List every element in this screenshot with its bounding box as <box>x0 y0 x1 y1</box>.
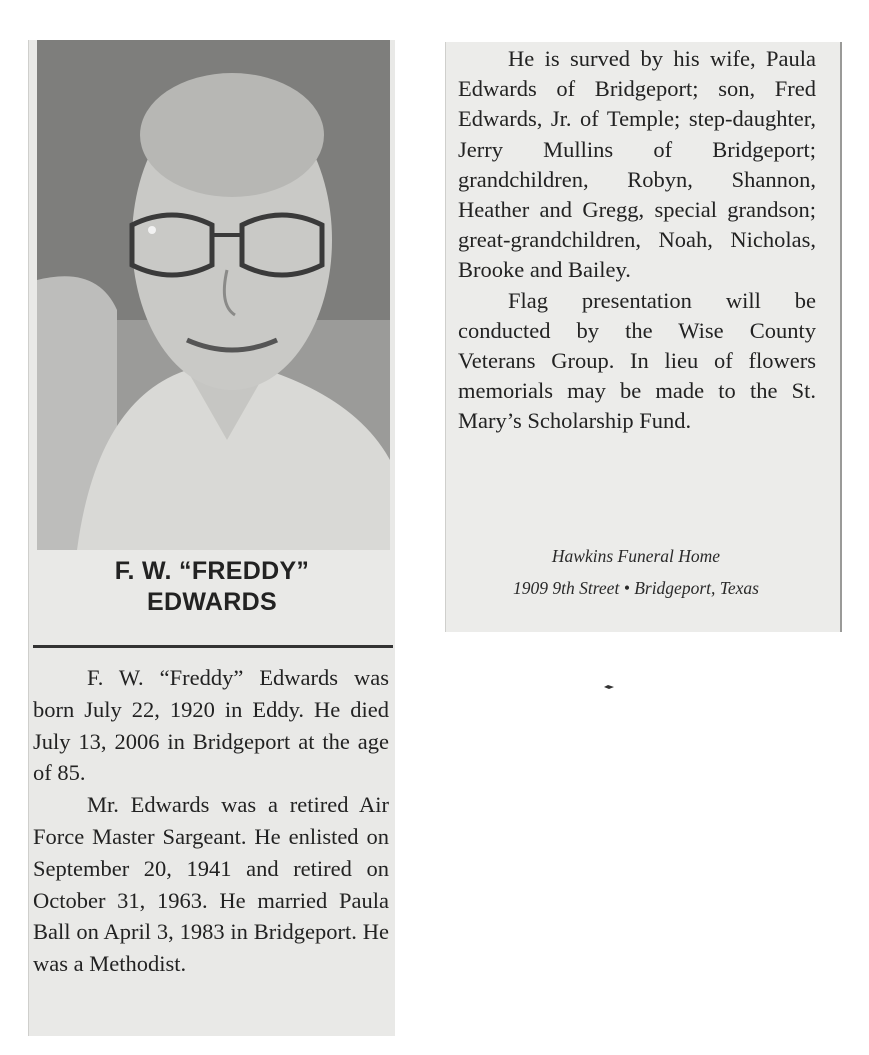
portrait-photo <box>37 40 390 550</box>
bio-paragraph-service: Mr. Edwards was a retired Air Force Master Sargeant. He enlisted on September 20, 1941 and retired on October 31, 1963. He married Paula Ball on April 3, 1983 in Bridgeport. He was a Methodist. <box>33 792 389 977</box>
funeral-home-credit <box>446 540 826 604</box>
name-line-1: F. W. “FREDDY” <box>114 557 310 585</box>
survivors-text <box>458 44 816 437</box>
biography-text <box>33 662 389 980</box>
paper-speck <box>604 684 614 690</box>
survivors-paragraph: He is surved by his wife, Paula Edwards of Bridgeport; son, Fred Edwards, Jr. of Temple; step-daughter, Jerry Mullins of Bridgeport; grandchildren, Robyn, Shannon, Heather and Gregg, special grandson; great-grandchildren, Noah, Nicholas, Brooke and Bailey. <box>458 46 816 283</box>
name-line-2: EDWARDS <box>147 588 277 616</box>
heading-divider <box>33 645 393 648</box>
obituary-left-column <box>28 40 395 1036</box>
obituary-right-column <box>445 42 842 632</box>
flag-presentation-paragraph: Flag presentation will be conducted by the Wise County Veterans Group. In lieu of flowers memorials may be made to the St. Mary’s Scholarship Fund. <box>458 287 816 434</box>
funeral-home-name: Hawkins Funeral Home <box>551 546 721 566</box>
deceased-name-heading <box>29 556 395 618</box>
bio-paragraph-birth: F. W. “Freddy” Edwards was born July 22, 1920 in Eddy. He died July 13, 2006 in Bridgeport at the age of 85. <box>33 665 389 786</box>
funeral-home-address: 1909 9th Street • Bridgeport, Texas <box>513 578 759 598</box>
